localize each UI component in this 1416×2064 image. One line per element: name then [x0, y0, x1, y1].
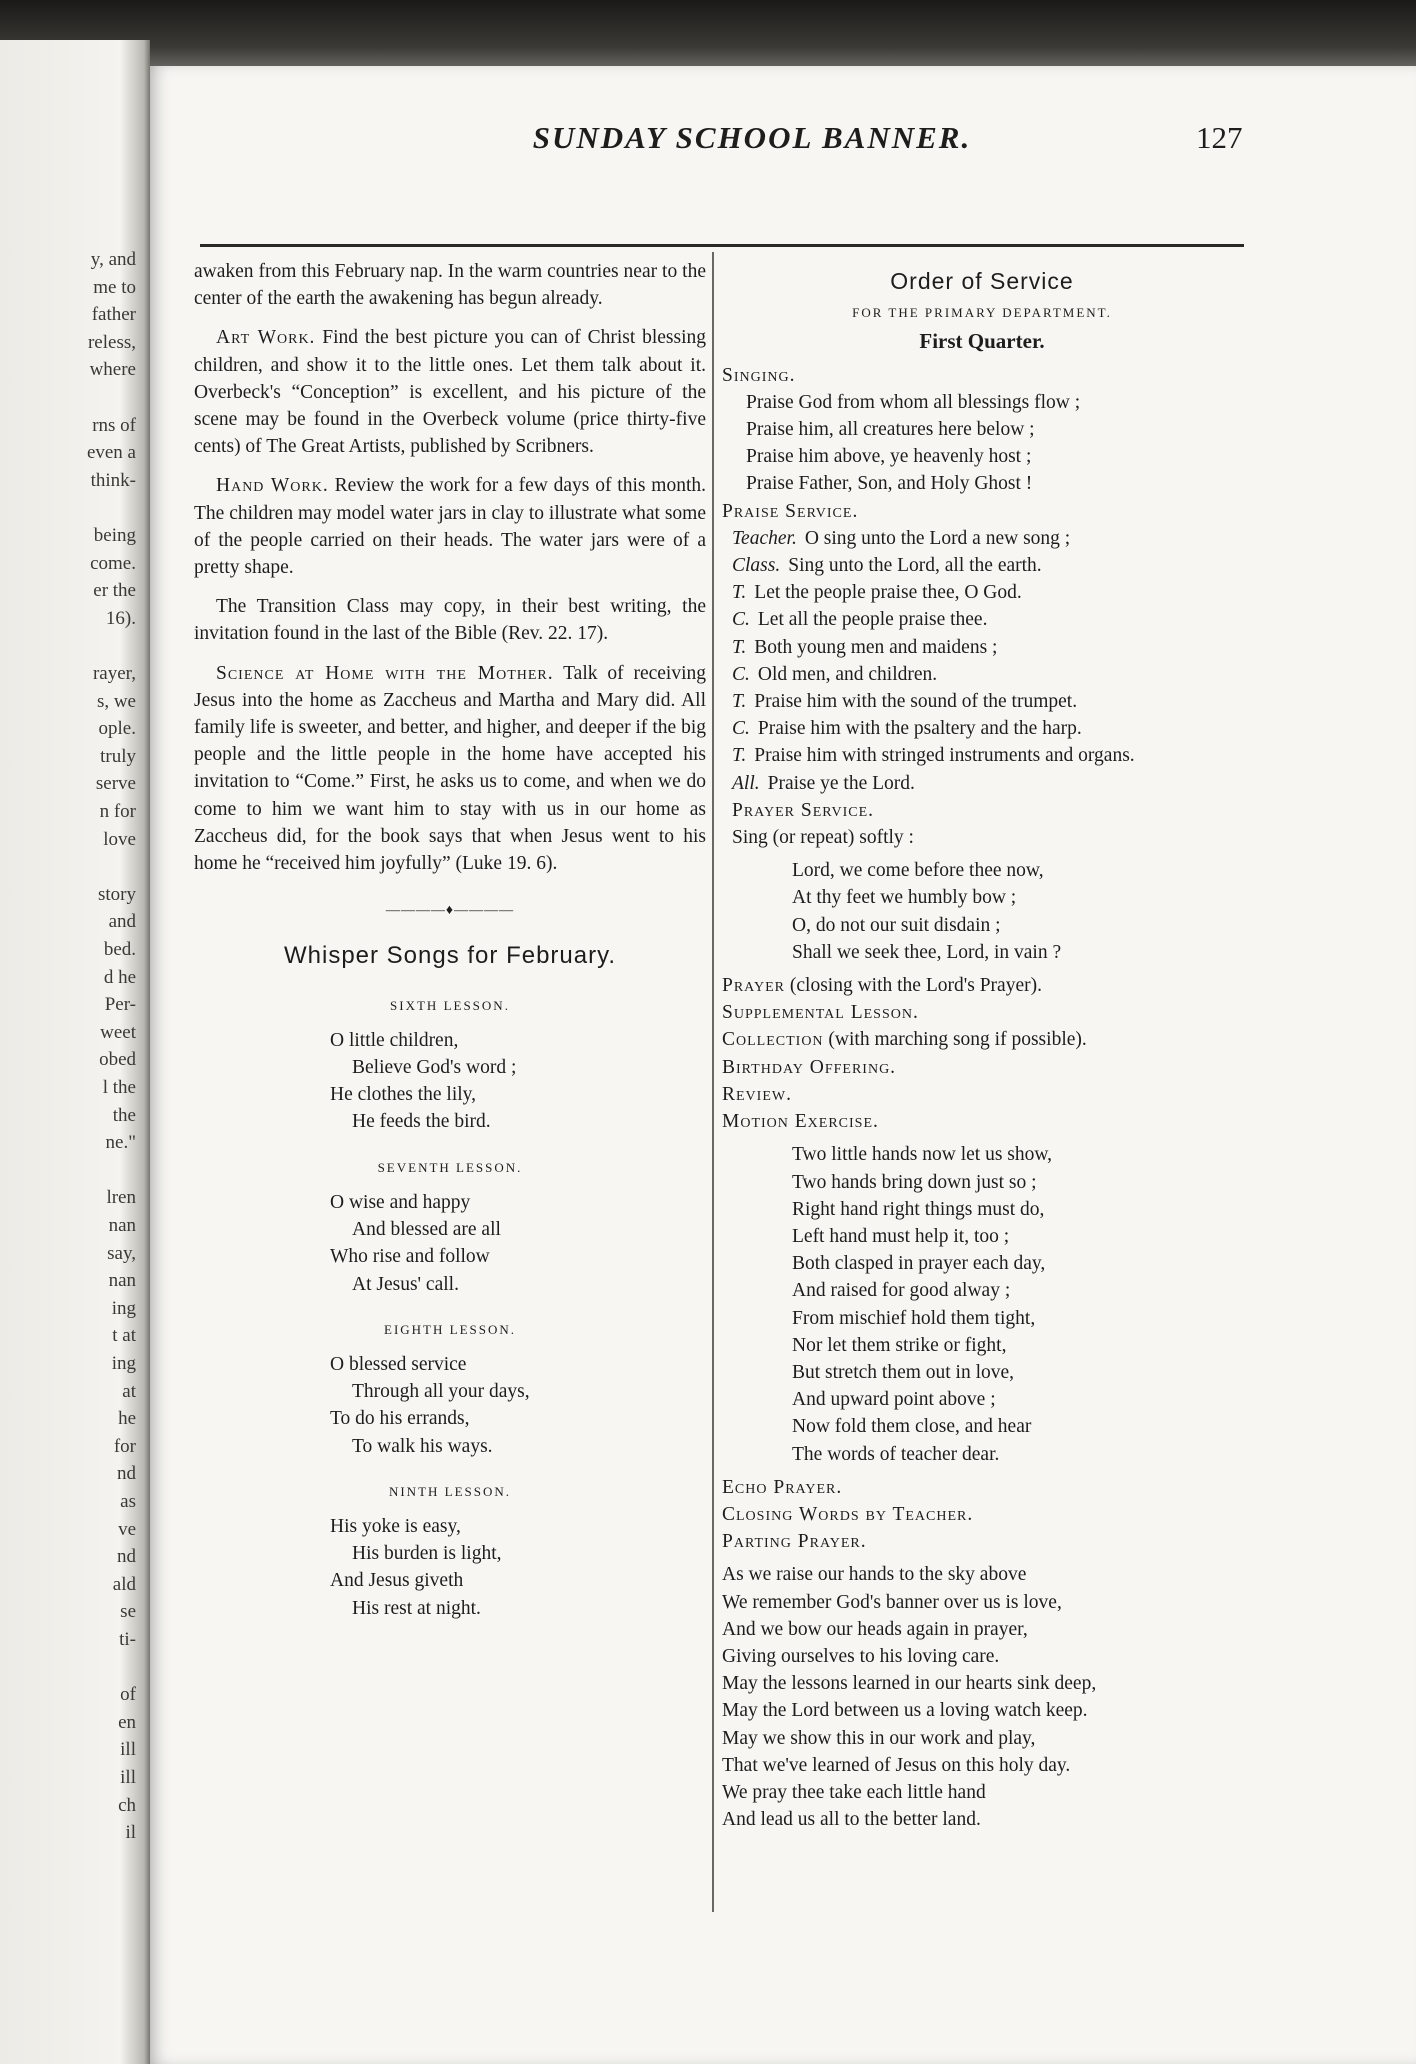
facing-page-fragment: at [122, 1380, 136, 1402]
facing-page-fragment: ing [111, 1353, 136, 1374]
speaker: Teacher. [732, 527, 797, 549]
facing-page-fragment: ald [112, 1573, 136, 1595]
quarter-heading: First Quarter. [919, 329, 1045, 354]
lesson-verse [330, 1189, 706, 1298]
facing-page-fragment: ti- [119, 1629, 136, 1650]
collection-line [722, 1026, 1242, 1053]
response: Sing unto the Lord, all the earth. [788, 555, 1042, 577]
parting-verse [722, 1561, 1242, 1833]
facing-page-fragment: Per- [104, 994, 136, 1016]
singing-heading: Singing. [722, 364, 796, 386]
verse-line: May we show this in our work and play, [722, 1727, 1036, 1749]
verse-line: His yoke is easy, [330, 1515, 461, 1537]
order-of-service-title: Order of Service [890, 268, 1074, 294]
facing-page-fragment: nan [108, 1270, 136, 1292]
verse-line: May the Lord between us a loving watch keep. [722, 1700, 1088, 1722]
facing-page-fragment: of [120, 1684, 136, 1706]
page-number: 127 [1196, 120, 1243, 155]
prayer-closing-line [722, 972, 1242, 999]
speaker: T. [732, 691, 747, 713]
verse-line: From mischief hold them tight, [792, 1307, 1036, 1329]
article-paragraph [194, 258, 706, 312]
facing-page-fragment: and [108, 911, 136, 933]
response: Praise him with the sound of the trumpet. [754, 691, 1078, 713]
parting-prayer-heading: Parting Prayer. [722, 1531, 867, 1553]
litany-line [722, 770, 1242, 797]
verse-line: And blessed are all [352, 1219, 501, 1241]
verse-line: Praise him, all creatures here below ; [746, 419, 1035, 441]
section-divider: ————♦———— [385, 903, 515, 919]
facing-page-fragment: bed. [103, 939, 136, 960]
litany-line [722, 525, 1242, 552]
facing-page-fragment: the [112, 1104, 136, 1126]
response: O sing unto the Lord a new song ; [804, 527, 1071, 549]
verse-line: His rest at night. [352, 1597, 481, 1619]
facing-page-fragment: n for [99, 801, 136, 822]
response: Both young men and maidens ; [754, 636, 998, 658]
facing-page-fragment: he [118, 1408, 136, 1430]
verse-line: As we raise our hands to the sky above [722, 1564, 1027, 1586]
column-rule [712, 252, 714, 1912]
verse-line: To walk his ways. [352, 1435, 493, 1457]
response: Old men, and children. [757, 663, 938, 685]
facing-page-fragment: nan [108, 1215, 136, 1236]
verse-line: O blessed service [330, 1353, 467, 1375]
facing-page-fragment: lren [106, 1187, 136, 1209]
response: Praise him with stringed instruments and organs. [754, 745, 1135, 767]
verse-line: He feeds the bird. [352, 1111, 491, 1133]
verse-line: But stretch them out in love, [792, 1361, 1015, 1383]
verse-line: Left hand must help it, too ; [792, 1225, 1010, 1247]
facing-page-fragment: say, [107, 1242, 136, 1264]
facing-page-fragment: weet [100, 1021, 136, 1043]
speaker: C. [732, 609, 750, 631]
paragraph-text: The Transition Class may copy, in their best writing, the invitation found in the last of the Bible (Rev. 22. 17). [194, 596, 706, 645]
verse-line: Believe God's word ; [352, 1057, 517, 1079]
facing-page-fragment: truly [100, 745, 136, 767]
verse-line: To do his errands, [330, 1408, 470, 1430]
speaker: T. [732, 636, 747, 658]
litany-line [722, 579, 1242, 606]
facing-page-fragment: rayer, [92, 663, 136, 684]
facing-page-fragment: ne." [105, 1132, 136, 1154]
litany-line [722, 606, 1242, 633]
paragraph-text: Find the best picture you can of Christ blessing children, and show it to the little ones. Let them talk about it. Overbeck's “Conception” is excellent, and his picture of the scene may be found in the Overbeck volume (price thirty-five cents) of The Great Artists, published by Scribners. [194, 327, 706, 458]
litany-line [722, 742, 1242, 769]
speaker: T. [732, 582, 747, 604]
facing-page-fragment: father [91, 304, 136, 326]
speaker: Class. [732, 555, 781, 577]
review-heading: Review. [722, 1083, 792, 1105]
prayer-closing-lead: Prayer [722, 975, 786, 997]
litany-line [722, 552, 1242, 579]
facing-page-fragment: story [98, 883, 136, 905]
verse-line: Praise him above, ye heavenly host ; [746, 446, 1032, 468]
facing-page-fragment: er the [93, 580, 136, 602]
verse-line: His burden is light, [352, 1543, 502, 1565]
verse-line: He clothes the lily, [330, 1084, 477, 1106]
singing-verse [722, 389, 1242, 498]
facing-page-fragment: where [89, 359, 136, 381]
verse-line: O wise and happy [330, 1191, 471, 1213]
facing-page-fragment: ve [118, 1518, 136, 1540]
litany-line [722, 634, 1242, 661]
verse-line: We pray thee take each little hand [722, 1781, 986, 1803]
facing-page-fragment: as [120, 1491, 136, 1512]
facing-page-fragment: t at [112, 1325, 136, 1347]
verse-line: Lord, we come before thee now, [792, 860, 1044, 882]
motion-exercise-heading: Motion Exercise. [722, 1111, 879, 1133]
verse-line: And Jesus giveth [330, 1570, 464, 1592]
litany-line [722, 688, 1242, 715]
lesson-verse [330, 1027, 706, 1136]
paragraph-lead: Hand Work. [216, 475, 329, 497]
prayer-verse [722, 857, 1242, 966]
right-column [722, 260, 1242, 1833]
verse-line: May the lessons learned in our hearts sink deep, [722, 1673, 1097, 1695]
verse-line: Shall we seek thee, Lord, in vain ? [792, 941, 1062, 963]
paragraph-lead: Art Work. [216, 327, 316, 349]
facing-page-fragment: being [93, 525, 136, 546]
litany-line [722, 661, 1242, 688]
facing-page-fragment: s, we [96, 690, 136, 712]
header-rule [200, 244, 1244, 247]
facing-page-fragment: for [113, 1435, 136, 1457]
facing-page-fragment: obed [99, 1049, 136, 1071]
birthday-offering-heading: Birthday Offering. [722, 1056, 897, 1078]
verse-line: And upward point above ; [792, 1389, 996, 1411]
praise-service-heading: Praise Service. [722, 500, 859, 522]
paragraph-text: Talk of receiving Jesus into the home as Zaccheus and Martha and Mary did. All family life is sweeter, and better, and higher, and deeper if the big people and the little people in the home have accepted his invitation to “Come.” First, he asks us to come, and when we do come to him we want him to stay with us in our home as Zaccheus did, for the book says that when Jesus went to his home he “received him joyfully” (Luke 19. 6). [194, 662, 707, 875]
verse-line: At thy feet we humbly bow ; [792, 887, 1017, 909]
collection-lead: Collection [722, 1029, 824, 1051]
speaker: All. [732, 772, 760, 794]
facing-page-fragment: se [120, 1601, 136, 1623]
verse-line: At Jesus' call. [352, 1273, 459, 1295]
verse-line: Through all your days, [352, 1381, 530, 1403]
running-title: SUNDAY SCHOOL BANNER. [532, 120, 972, 155]
facing-page-fragment: y, and [90, 249, 136, 270]
facing-page-fragment: me to [93, 276, 136, 298]
article-paragraph [194, 593, 706, 647]
paragraph-lead: Science at Home with the Mother. [216, 662, 554, 684]
facing-page-fragment: ing [111, 1297, 136, 1319]
verse-line: The words of teacher dear. [792, 1443, 1000, 1465]
collection-text: (with marching song if possible). [823, 1029, 1087, 1051]
speaker: C. [732, 663, 750, 685]
verse-line: Right hand right things must do, [792, 1198, 1045, 1220]
facing-page-fragment: nd [117, 1463, 136, 1485]
lesson-heading: NINTH LESSON. [388, 1483, 512, 1499]
paragraph-text: awaken from this February nap. In the warm countries near to the center of the earth the awakening has begun already. [194, 261, 706, 310]
verse-line: Now fold them close, and hear [792, 1416, 1032, 1438]
sing-softly-line: Sing (or repeat) softly : [732, 827, 914, 849]
article-paragraph [194, 324, 706, 460]
response: Let the people praise thee, O God. [754, 582, 1022, 604]
verse-line: Who rise and follow [330, 1246, 490, 1268]
verse-line: And raised for good alway ; [792, 1280, 1011, 1302]
verse-line: We remember God's banner over us is love, [722, 1591, 1062, 1613]
verse-line: Nor let them strike or fight, [792, 1334, 1007, 1356]
facing-page-edge [0, 40, 150, 2064]
response: Let all the people praise thee. [757, 609, 988, 631]
article-paragraph [194, 660, 706, 878]
lesson-heading: EIGHTH LESSON. [384, 1321, 516, 1337]
verse-line: That we've learned of Jesus on this holy day. [722, 1754, 1071, 1776]
facing-page-fragment: ople. [98, 718, 136, 740]
facing-page-fragment: come. [90, 552, 136, 574]
facing-page-fragment: even a [86, 442, 136, 464]
whisper-songs-title: Whisper Songs for February. [283, 942, 616, 970]
speaker: C. [732, 718, 750, 740]
litany [722, 525, 1242, 797]
litany-line [722, 715, 1242, 742]
response: Praise him with the psaltery and the harp. [757, 718, 1082, 740]
facing-page-fragment: nd [117, 1546, 136, 1568]
lesson-verse [330, 1351, 706, 1460]
lessons-list [194, 992, 706, 1622]
facing-page-fragment: 16). [105, 607, 136, 629]
motion-verse [722, 1141, 1242, 1467]
facing-page-fragment: l the [102, 1077, 136, 1098]
facing-page-fragment: il [125, 1822, 136, 1844]
paragraph-text: Review the work for a few days of this month. The children may model water jars in clay to illustrate what some of the people carried on their heads. The water jars were of a pretty shape. [194, 475, 706, 579]
verse-line: And we bow our heads again in prayer, [722, 1618, 1028, 1640]
facing-page-fragment: ill [120, 1767, 136, 1788]
verse-line: O little children, [330, 1029, 459, 1051]
supplemental-lesson-heading: Supplemental Lesson. [722, 1002, 919, 1024]
facing-page-fragment: ill [120, 1739, 136, 1761]
facing-page-fragment: ch [118, 1794, 136, 1816]
verse-line: Praise God from whom all blessings flow ; [746, 391, 1081, 413]
lesson-verse [330, 1513, 706, 1622]
facing-page-fragment: d he [103, 966, 136, 988]
facing-page-fragment: serve [95, 773, 136, 795]
facing-page-fragment: reless, [87, 331, 136, 353]
lesson-heading: SEVENTH LESSON. [377, 1159, 523, 1175]
article-paragraph [194, 472, 706, 581]
facing-page-fragment: rns of [92, 414, 136, 436]
verse-line: Two hands bring down just so ; [792, 1171, 1037, 1193]
verse-line: Both clasped in prayer each day, [792, 1253, 1046, 1275]
left-paragraphs [194, 258, 706, 877]
response: Praise ye the Lord. [767, 772, 915, 794]
verse-line: Two little hands now let us show, [792, 1144, 1053, 1166]
facing-page-fragment: en [118, 1711, 136, 1733]
verse-line: Praise Father, Son, and Holy Ghost ! [746, 473, 1033, 495]
closing-words-heading: Closing Words by Teacher. [722, 1503, 974, 1525]
prayer-closing-text: (closing with the Lord's Prayer). [785, 975, 1042, 997]
facing-page-fragment: love [103, 828, 136, 850]
verse-line: O, do not our suit disdain ; [792, 914, 1001, 936]
left-column [194, 258, 706, 1640]
speaker: T. [732, 745, 747, 767]
prayer-service-heading: Prayer Service. [732, 799, 875, 821]
facing-page-fragment: think- [90, 469, 136, 491]
lesson-heading: SIXTH LESSON. [390, 997, 510, 1013]
verse-line: Giving ourselves to his loving care. [722, 1645, 1000, 1667]
verse-line: And lead us all to the better land. [722, 1809, 981, 1831]
echo-prayer-heading: Echo Prayer. [722, 1476, 843, 1498]
department-subtitle: FOR THE PRIMARY DEPARTMENT. [852, 305, 1112, 321]
